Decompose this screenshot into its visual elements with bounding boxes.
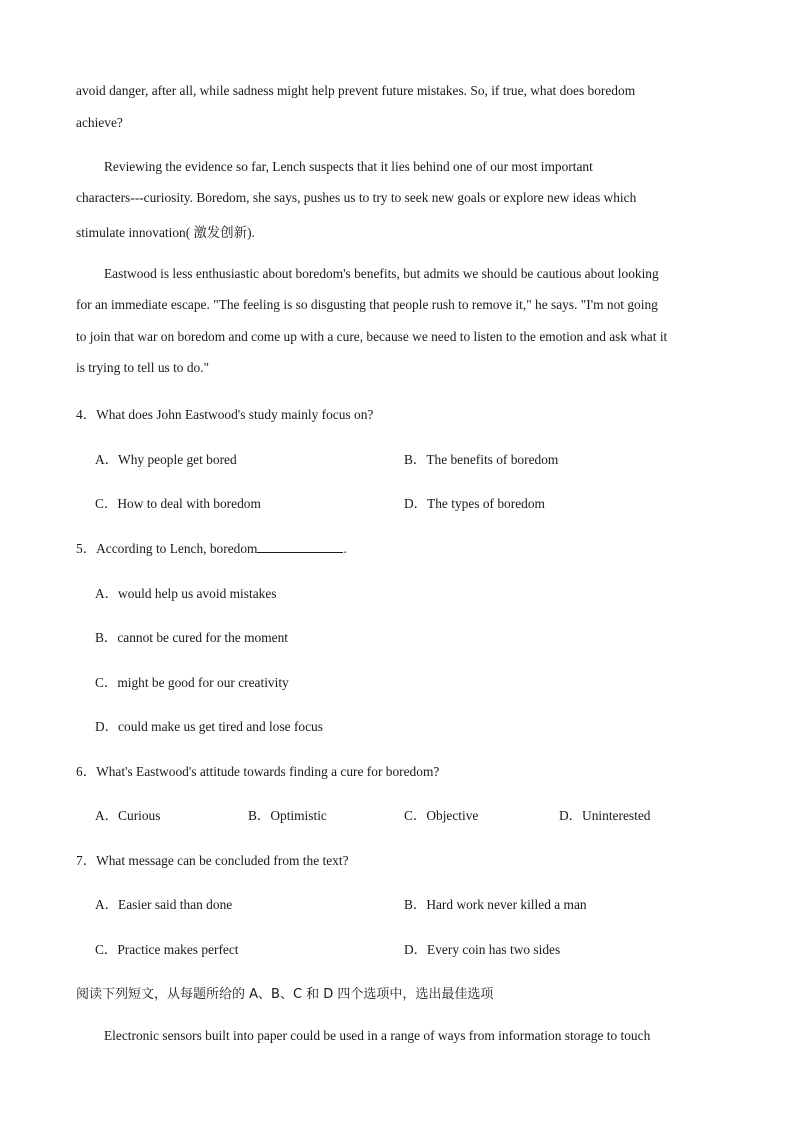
answer-option[interactable]: A．Easier said than done — [95, 897, 233, 912]
answer-option[interactable]: C．Practice makes perfect — [95, 942, 239, 957]
passage-line: is trying to tell us to do." — [76, 360, 210, 375]
question-stem: 7．What message can be concluded from the text? — [76, 853, 349, 868]
passage-line: for an immediate escape. "The feeling is so disgusting that people rush to remove it," he says. "I'm not going — [76, 297, 658, 312]
passage-line: achieve? — [76, 115, 123, 130]
answer-option[interactable]: C．How to deal with boredom — [95, 496, 261, 511]
answer-option[interactable]: B．Hard work never killed a man — [404, 897, 587, 912]
passage-line: characters---curiosity. Boredom, she says, pushes us to try to seek new goals or explore new ideas which — [76, 190, 637, 205]
passage-line: Reviewing the evidence so far, Lench suspects that it lies behind one of our most important — [104, 159, 593, 174]
question-stem — [76, 538, 347, 557]
answer-option[interactable]: D．could make us get tired and lose focus — [95, 719, 323, 734]
section-instruction: 阅读下列短文，从每题所给的 A、B、C 和 D 四个选项中，选出最佳选项 — [76, 987, 494, 1002]
answer-option[interactable]: C．might be good for our creativity — [95, 675, 289, 690]
answer-option[interactable]: B．Optimistic — [248, 808, 327, 823]
passage-line: stimulate innovation( 激发创新). — [76, 225, 255, 240]
answer-option[interactable]: A．Curious — [95, 808, 161, 823]
passage-line: Eastwood is less enthusiastic about boredom's benefits, but admits we should be cautious about looking — [104, 266, 659, 281]
answer-option[interactable]: D．Uninterested — [559, 808, 651, 823]
answer-option[interactable]: C．Objective — [404, 808, 479, 823]
answer-option[interactable]: B．cannot be cured for the moment — [95, 630, 288, 645]
passage-line: Electronic sensors built into paper could be used in a range of ways from information storage to touch — [104, 1028, 651, 1043]
question-stem: 4．What does John Eastwood's study mainly focus on? — [76, 407, 374, 422]
answer-blank — [257, 540, 343, 553]
answer-option[interactable]: A．Why people get bored — [95, 452, 237, 467]
question-stem-end: . — [343, 541, 347, 556]
question-stem-text: 5．According to Lench, boredom — [76, 541, 258, 556]
passage-line: avoid danger, after all, while sadness might help prevent future mistakes. So, if true, what does boredom — [76, 83, 636, 98]
answer-option[interactable]: D．Every coin has two sides — [404, 942, 561, 957]
question-stem: 6．What's Eastwood's attitude towards finding a cure for boredom? — [76, 764, 440, 779]
answer-option[interactable]: B．The benefits of boredom — [404, 452, 559, 467]
answer-option[interactable]: D．The types of boredom — [404, 496, 545, 511]
passage-line: to join that war on boredom and come up with a cure, because we need to listen to the emotion and ask what it — [76, 329, 668, 344]
answer-option[interactable]: A．would help us avoid mistakes — [95, 586, 277, 601]
